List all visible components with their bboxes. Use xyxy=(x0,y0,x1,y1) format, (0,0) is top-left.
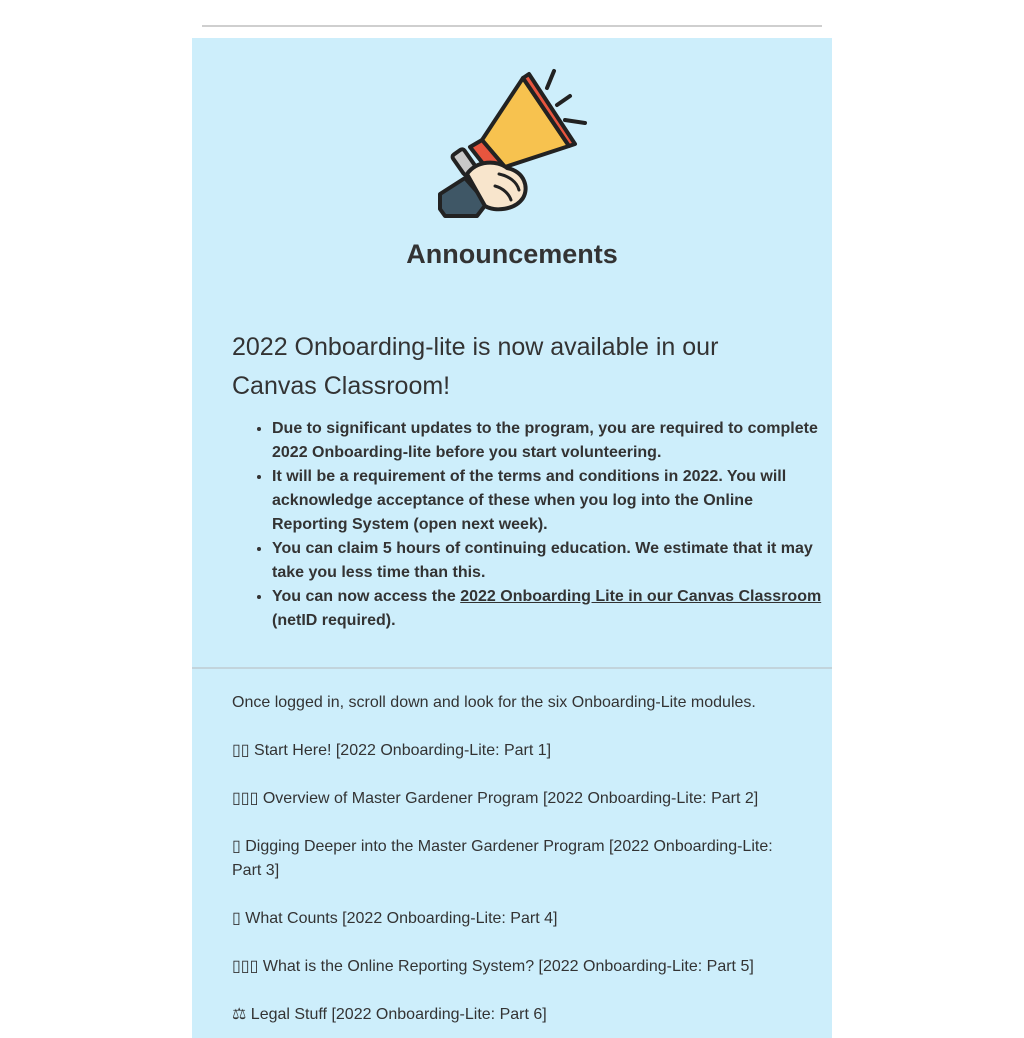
module-item: ▯▯▯ What is the Online Reporting System? [2022 Onboarding-Lite: Part 5] xyxy=(232,958,754,975)
list-item: • It will be a requirement of the terms and conditions in 2022. You will acknowledge acceptance of these when you log into the Online Reporting System (open next week). xyxy=(272,465,832,537)
announcement-panel xyxy=(192,38,832,1038)
list-item: • You can claim 5 hours of continuing education. We estimate that it may take you less time than this. xyxy=(272,537,832,585)
hero-section xyxy=(192,38,832,667)
page-title: Announcements xyxy=(406,239,618,269)
module-item: ▯ Digging Deeper into the Master Gardener Program [2022 Onboarding-Lite: Part 3] xyxy=(232,838,773,879)
module-item: ▯ What Counts [2022 Onboarding-Lite: Part 4] xyxy=(232,910,558,927)
module-item: ▯▯▯ Overview of Master Gardener Program [2022 Onboarding-Lite: Part 2] xyxy=(232,790,759,807)
modules-intro: Once logged in, scroll down and look for the six Onboarding-Lite modules. xyxy=(232,694,756,711)
bullet-suffix: (netID required). xyxy=(272,612,396,629)
top-divider xyxy=(202,25,822,27)
announcement-bullets xyxy=(232,417,832,633)
announcement-headline: 2022 Onboarding-lite is now available in our Canvas Classroom! xyxy=(232,333,719,400)
bullet-prefix: You can now access the xyxy=(272,588,461,605)
module-item: ▯▯ Start Here! [2022 Onboarding-Lite: Part 1] xyxy=(232,742,552,759)
megaphone-icon xyxy=(437,68,587,218)
list-item: • Due to significant updates to the program, you are required to complete 2022 Onboarding-lite before you start volunteering. xyxy=(272,417,832,465)
modules-section xyxy=(192,669,832,1027)
canvas-classroom-link[interactable]: 2022 Onboarding Lite in our Canvas Classroom xyxy=(460,588,822,605)
module-item: ⚖ Legal Stuff [2022 Onboarding-Lite: Part 6] xyxy=(232,1006,547,1023)
list-item xyxy=(272,585,832,633)
